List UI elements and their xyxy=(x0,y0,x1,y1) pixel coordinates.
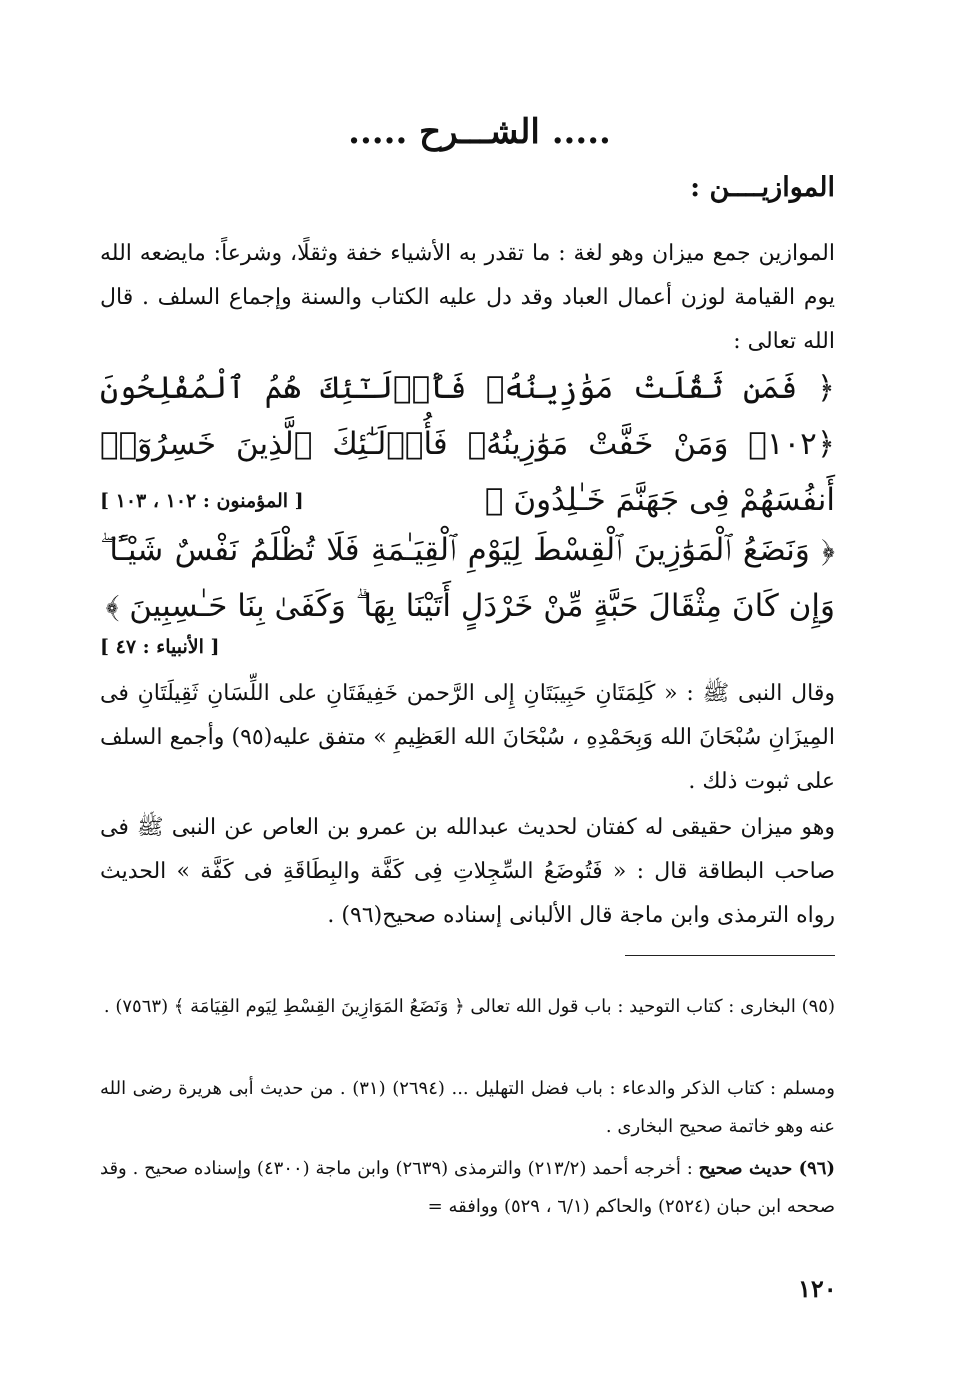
footnote-96-heading: (٩٦) حديث صحيح xyxy=(698,1158,835,1179)
section-title: ..... الشـــرح ..... xyxy=(348,112,611,152)
verse-reference-muminun: [ المؤمنون : ١٠٢ ، ١٠٣ ] xyxy=(100,490,304,512)
subheading-mawazin: الموازيــــن : xyxy=(690,172,835,203)
footnote-96-text: : أخرجه أحمد (٢١٣/٢) والترمذى (٢٦٣٩) وابن ماجة (٤٣٠٠) وإسناده صحيح . وقد صححه ابن حبان (٢٥٢٤) والحاكم (٦/١ ، ٥٢٩) ووافقه = xyxy=(100,1158,835,1217)
footnote-divider xyxy=(625,955,835,956)
footnote-95: (٩٥) البخارى : كتاب التوحيد : باب قول الله تعالى ﴿ وَنَضَعُ المَوَازِينَ القِسْطِ لِيَوم القِيَامَة ﴾ (٧٥٦٣) . xyxy=(103,996,835,1017)
quran-verse-muminun: ﴿ فَمَن ثَقُلَتْ مَوَٰزِينُهُۥ فَأُو۟لَـٰٓئِكَ هُمُ ٱلْمُفْلِحُونَ ﴿١٠٢﴾ وَمَنْ خَفَّتْ مَوَٰزِينُهُۥ فَأُو۟لَـٰٓئِكَ ٱلَّذِينَ خَسِرُوٓا۟ أَنفُسَهُمْ فِى جَهَنَّمَ خَـٰلِدُونَ ﴾ xyxy=(100,370,835,518)
page-number: ١٢٠ xyxy=(798,1274,837,1303)
quran-verse-anbiya: ﴿ وَنَضَعُ ٱلْمَوَٰزِينَ ٱلْقِسْطَ لِيَوْمِ ٱلْقِيَـٰمَةِ فَلَا تُظْلَمُ نَفْسٌ شَيْـًٔا ۖ وَإِن كَانَ مِثْقَالَ حَبَّةٍ مِّنْ خَرْدَلٍ أَتَيْنَا بِهَا ۗ وَكَفَىٰ بِنَا حَـٰسِبِينَ ﴾ xyxy=(100,532,835,624)
hadith-paragraph-two-words: وقال النبى ﷺ : « كَلِمَتَانِ حَبِيبَتَانِ إِلى الرَّحمن خَفِيفَتَانِ على اللِّسَانِ ثَقِيلَتَانِ فى المِيزَانِ سُبْحَانَ الله وَبِحَمْدِهِ ، سُبْحَانَ الله العَظِيمِ » متفق عليه(٩٥) وأجمع السلف على ثبوت ذلك . xyxy=(100,681,835,794)
hadith-paragraph-bitaqa: وهو ميزان حقيقى له كفتان لحديث عبدالله بن عمرو بن العاص عن النبى ﷺ فى صاحب البطاقة قال : « فَتُوضَعُ السِّجِلاتِ فِى كَفَّة والبِطَاقَةِ فى كَفَّة » الحديث رواه الترمذى وابن ماجة قال الألبانى إسناده صحيح(٩٦) . xyxy=(100,815,835,928)
intro-paragraph: الموازين جمع ميزان وهو لغة : ما تقدر به الأشياء خفة وثقلًا، وشرعاً: مايضعه الله يوم القيامة لوزن أعمال العباد وقد دل عليه الكتاب والسنة وإجماع السلف . قال الله تعالى : xyxy=(100,241,835,354)
verse-reference-anbiya: [ الأنبياء : ٤٧ ] xyxy=(100,636,220,658)
footnote-96 xyxy=(100,1150,835,1226)
footnote-95-continued: ومسلم : كتاب الذكر والدعاء : باب فضل التهليل ... (٢٦٩٤) (٣١) . من حديث أبى هريرة رضى الله عنه وهو خاتمة صحيح البخارى . xyxy=(100,1078,835,1137)
